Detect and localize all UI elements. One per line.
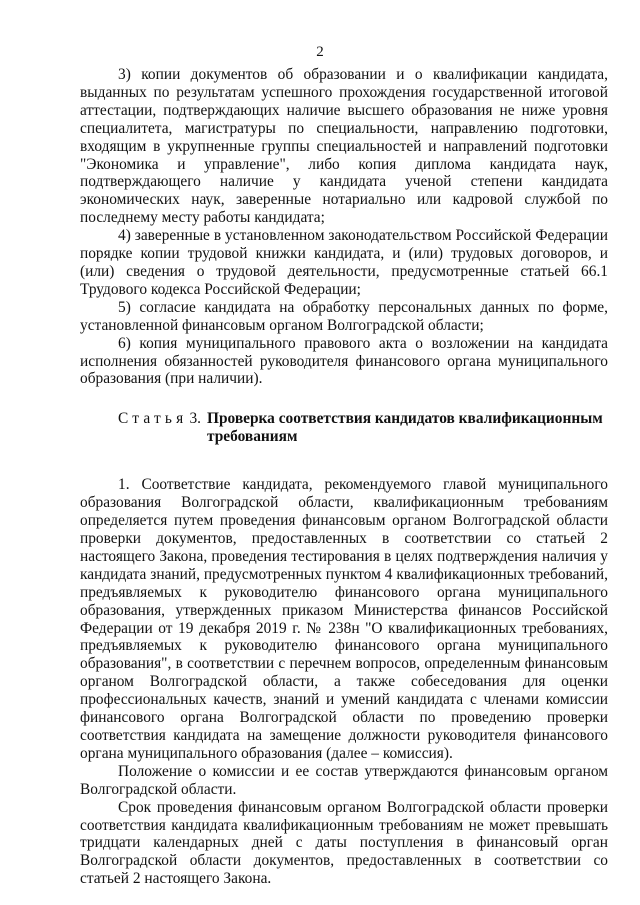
list-item-5: 5) согласие кандидата на обработку персональных данных по форме, установленной финансовым органом Волгоградской области; [80,298,608,334]
article-paragraph-2: Положение о комиссии и ее состав утверждаются финансовым органом Волгоградской области. [80,762,608,798]
article-title: Проверка соответствия кандидатов квалификационным требованиям [206,410,603,446]
article-number: 3. [189,410,201,428]
article-paragraph-3: Срок проведения финансовым органом Волгоградской области проверки соответствия кандидата квалификационным требованиям не может превышать тридцати календарных дней с даты поступления в финансовый орган Волгоградской области документов, предоставленных в соответствии со статьей 2 настоящего Закона. [80,798,608,888]
article-word: Статья [118,410,188,428]
list-item-4: 4) заверенные в установленном законодательством Российской Федерации порядке копии трудовой книжки кандидата, и (или) трудовых договоров, и (или) сведения о трудовой деятельности, предусмотренные статьей 66.1 Трудового кодекса Российской Федерации; [80,227,608,298]
list-item-3: 3) копии документов об образовании и о квалификации кандидата, выданных по результатам успешного прохождения государственной итоговой аттестации, подтверждающих наличие высшего образования не ниже уровня специалитета, магистратуры по специальности, направлению подготовки, входящим в укрупненные группы специальностей и направлений подготовки "Экономика и управление", либо копия диплома кандидата наук, подтверждающего наличие у кандидата ученой степени кандидата экономических наук, заверенные нотариально или кадровой службой по последнему месту работы кандидата; [80,66,608,227]
document-body [80,66,608,888]
article-heading [80,410,608,446]
page-number: 2 [316,44,324,60]
list-item-6: 6) копия муниципального правового акта о возложении на кандидата исполнения обязанностей руководителя финансового органа муниципального образования (при наличии). [80,334,608,388]
article-paragraph-1: 1. Соответствие кандидата, рекомендуемого главой муниципального образования Волгоградской области, квалификационным требованиям определяется путем проведения финансовым органом Волгоградской области проверки документов, предоставленных в соответствии со статьей 2 настоящего Закона, проведения тестирования в целях подтверждения наличия у кандидата знаний, предусмотренных пунктом 4 квалификационных требований, предъявляемых к руководителю финансового органа муниципального образования, утвержденных приказом Министерства финансов Российской Федерации от 19 декабря 2019 г. № 238н "О квалификационных требованиях, предъявляемых к руководителю финансового органа муниципального образования", в соответствии с перечнем вопросов, определенным финансовым органом Волгоградской области, а также собеседования для оценки профессиональных качеств, знаний и умений кандидата с членами комиссии финансового органа Волгоградской области по проведению проверки соответствия кандидата на замещение должности руководителя финансового органа муниципального образования (далее – комиссия). [80,476,608,762]
